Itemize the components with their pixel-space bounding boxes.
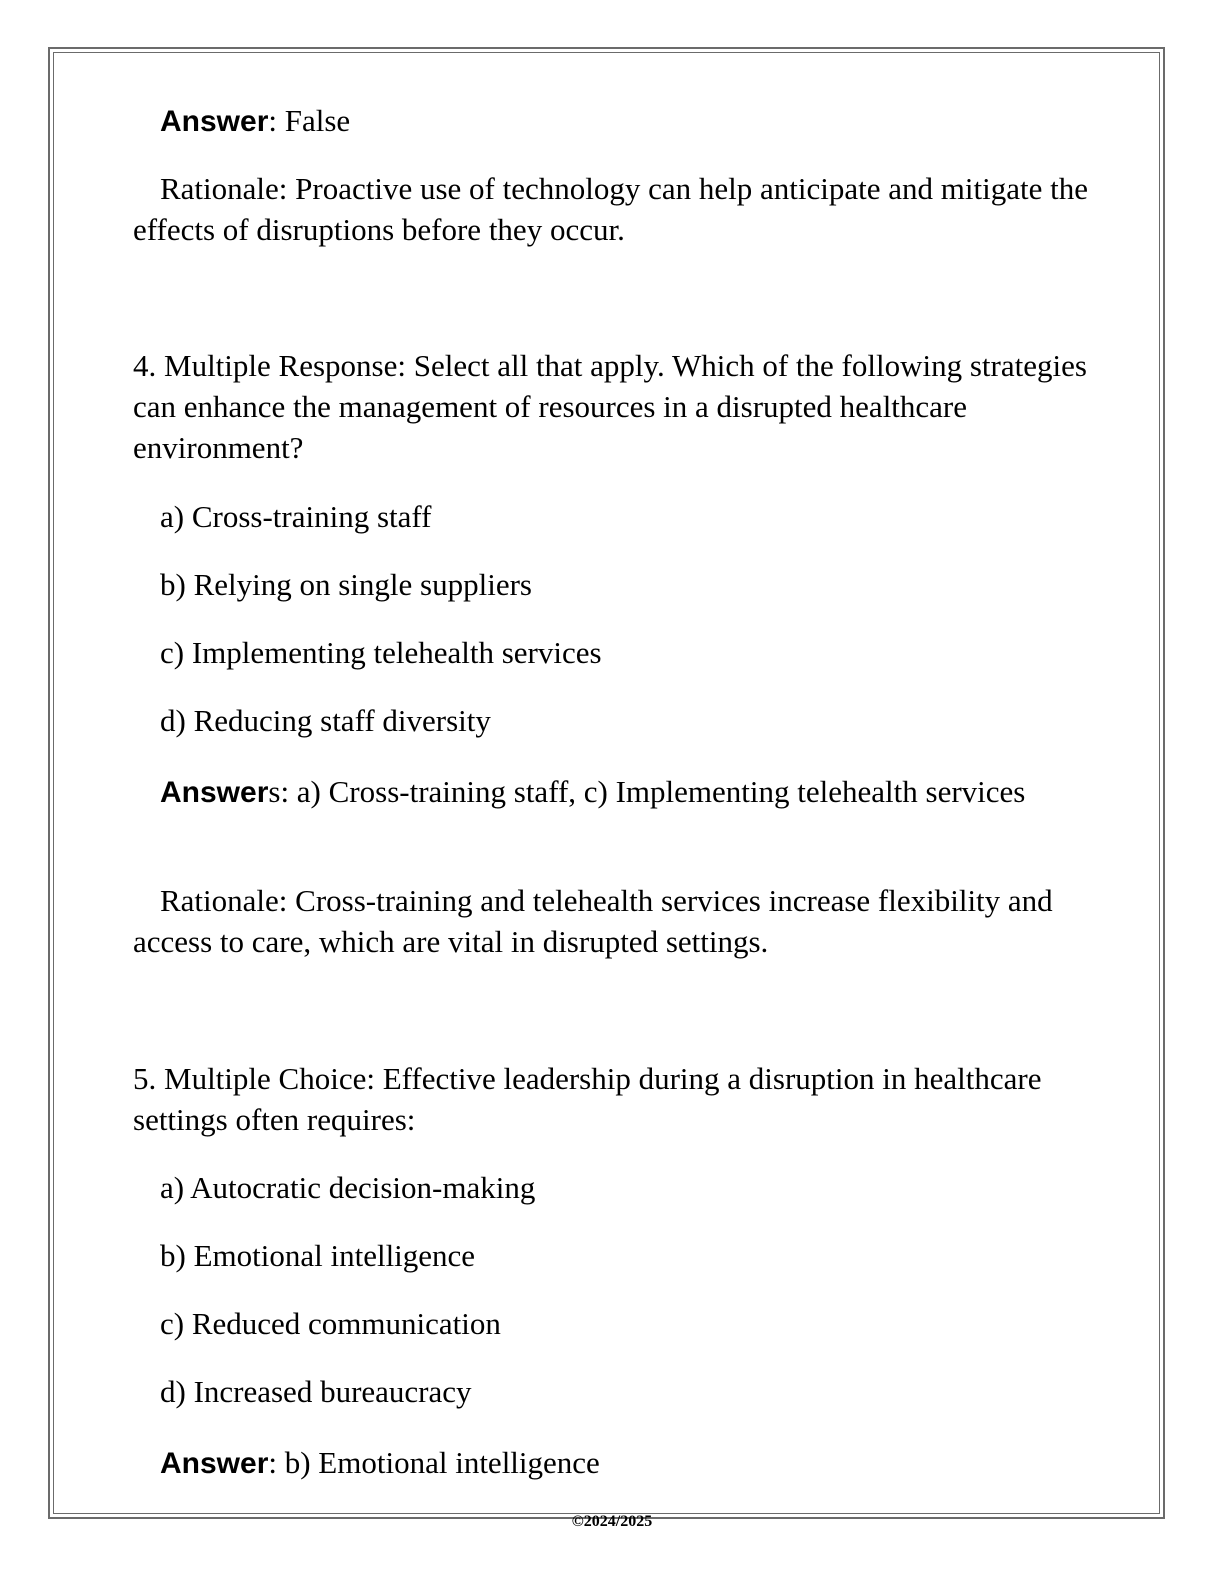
rationale-q3: Rationale: Proactive use of technology can help anticipate and mitigate the effects of disruptions before they occur. [133,171,1088,247]
q4-option-d: d) Reducing staff diversity [160,703,491,738]
q5-option-d: d) Increased bureaucracy [160,1374,472,1409]
question-4: 4. Multiple Response: Select all that apply. Which of the following strategies can enhance the management of resources in a disrupted healthcare environment? [133,348,1087,465]
answer-value: s: a) Cross-training staff, c) Implementing telehealth services [268,774,1026,809]
q5-option-b: b) Emotional intelligence [160,1238,476,1273]
q4-option-b: b) Relying on single suppliers [160,567,532,602]
answer-line-q5 [133,1442,1093,1484]
q4-option-c: c) Implementing telehealth services [160,635,602,670]
answer-label: Answer [160,1447,269,1480]
q5-option-a: a) Autocratic decision-making [160,1170,536,1205]
answer-line-q3 [133,100,1093,142]
copyright-footer: ©2024/2025 [571,1513,653,1530]
answer-label: Answer [160,105,269,138]
answer-line-q4 [133,771,1093,813]
q5-option-c: c) Reduced communication [160,1306,501,1341]
answer-value: : b) Emotional intelligence [268,1445,600,1480]
answer-value: : False [268,103,351,138]
answer-label: Answer [160,776,269,809]
question-5: 5. Multiple Choice: Effective leadership during a disruption in healthcare settings often requires: [133,1061,1042,1137]
q4-option-a: a) Cross-training staff [160,499,432,534]
rationale-q4: Rationale: Cross-training and telehealth services increase flexibility and access to care, which are vital in disrupted settings. [133,883,1053,959]
